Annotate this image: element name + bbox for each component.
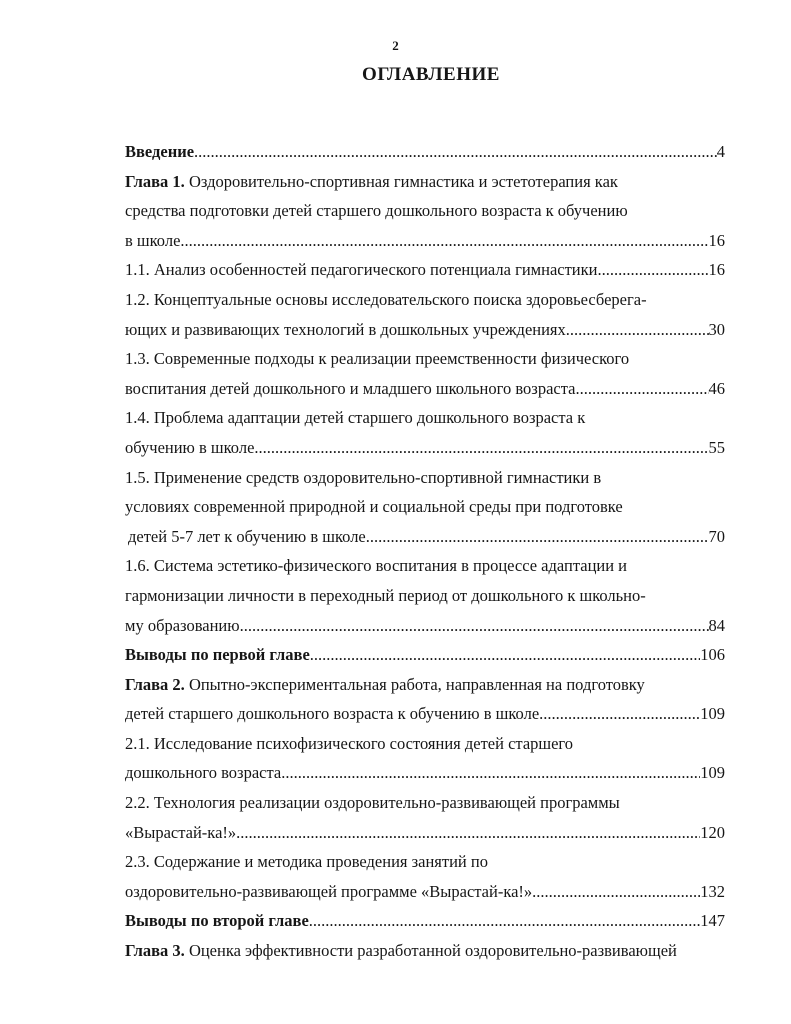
toc-page-number: 55 <box>708 437 725 457</box>
page-number: 2 <box>392 38 399 53</box>
toc-entry-text: средства подготовки детей старшего дошкольного возраста к обучению <box>125 201 628 221</box>
dot-leader <box>236 818 700 848</box>
toc-entry-text: оздоровительно-развивающей программе «Вырастай-ка!» <box>125 881 533 901</box>
dot-leader <box>194 137 717 167</box>
toc-page-number: 46 <box>708 378 725 398</box>
toc-entry-chapter-1-conclusions <box>125 640 725 670</box>
toc-page-number: 120 <box>700 822 725 842</box>
toc-entry-section-1-6 <box>125 551 725 581</box>
toc-entry-line <box>125 522 725 552</box>
toc-entry-section-1-4 <box>125 403 725 433</box>
toc-page-number: 30 <box>708 319 725 339</box>
toc-entry-line <box>125 699 725 729</box>
toc-entry-text: 1.1. Анализ особенностей педагогического потенциала гимнастики <box>125 260 598 280</box>
toc-entry-text: «Вырастай-ка!» <box>125 822 237 842</box>
toc-page-number: 16 <box>708 230 725 250</box>
toc-entry-line <box>125 758 725 788</box>
toc-entry-chapter-2 <box>125 670 725 700</box>
toc-entry-text: Оздоровительно-спортивная гимнастика и эстетотерапия как <box>184 171 618 191</box>
toc-entry-label: Глава 2. <box>125 674 185 694</box>
toc-page-number: 147 <box>700 911 725 931</box>
toc-entry-label: Выводы по второй главе <box>125 911 309 931</box>
toc-entry-label: Введение <box>125 142 195 161</box>
dot-leader <box>539 699 700 729</box>
page-title: ОГЛАВЛЕНИЕ <box>362 64 500 85</box>
toc-entry-line <box>125 433 725 463</box>
toc-entry-line <box>125 877 725 907</box>
toc-entry-text: 1.6. Система эстетико-физического воспитания в процессе адаптации и <box>125 556 628 576</box>
toc-entry-introduction <box>125 137 725 167</box>
dot-leader <box>281 758 700 788</box>
toc-page-number: 109 <box>700 763 725 783</box>
toc-page-number: 109 <box>700 704 725 724</box>
toc-page-number: 16 <box>708 260 725 280</box>
toc-entry-text: Оценка эффективности разработанной оздоровительно-развивающей <box>184 941 677 961</box>
dot-leader <box>575 374 708 404</box>
toc-entry-text: в школе <box>125 230 181 250</box>
toc-entry-text: 2.2. Технология реализации оздоровительно-развивающей программы <box>125 793 620 813</box>
toc-entry-text: 1.3. Современные подходы к реализации преемственности физического <box>125 349 630 369</box>
toc-page-number: 84 <box>708 615 725 635</box>
dot-leader <box>309 906 700 936</box>
toc-entry-line <box>125 492 725 522</box>
dot-leader <box>254 433 708 463</box>
toc-page-number: 132 <box>700 881 725 901</box>
toc-entry-section-2-2 <box>125 788 725 818</box>
toc-entry-line <box>125 581 725 611</box>
toc-entry-text: детей старшего дошкольного возраста к обучению в школе <box>125 704 540 724</box>
toc-page-number: 106 <box>700 645 725 665</box>
toc-entry-section-1-5 <box>125 463 725 493</box>
dot-leader <box>566 315 709 345</box>
dot-leader <box>366 522 709 552</box>
toc-entry-label: Выводы по первой главе <box>125 645 310 665</box>
dot-leader <box>597 255 708 285</box>
toc-entry-section-2-1 <box>125 729 725 759</box>
toc-entry-text: му образованию <box>125 615 240 635</box>
toc-entry-text: дошкольного возраста <box>125 763 282 783</box>
toc-entry-text: воспитания детей дошкольного и младшего школьного возраста <box>125 378 576 398</box>
toc-entry-line <box>125 196 725 226</box>
toc-entry-text: детей 5-7 лет к обучению в школе <box>128 526 366 546</box>
toc-entry-text: Опытно-экспериментальная работа, направленная на подготовку <box>184 674 645 694</box>
toc-entry-section-1-2 <box>125 285 725 315</box>
toc-entry-text: 1.4. Проблема адаптации детей старшего дошкольного возраста к <box>125 408 586 428</box>
toc-entry-text: 2.3. Содержание и методика проведения занятий по <box>125 852 488 872</box>
toc-entry-text: 2.1. Исследование психофизического состояния детей старшего <box>125 733 574 753</box>
table-of-contents <box>125 137 725 966</box>
toc-entry-label: Глава 1. <box>125 171 185 191</box>
toc-entry-text: условиях современной природной и социальной среды при подготовке <box>125 497 623 517</box>
toc-entry-section-1-1 <box>125 255 725 285</box>
dot-leader <box>310 640 700 670</box>
toc-entry-line <box>125 226 725 256</box>
toc-entry-section-1-3 <box>125 344 725 374</box>
toc-entry-line <box>125 611 725 641</box>
toc-page-number: 70 <box>708 526 725 546</box>
dot-leader <box>180 226 708 256</box>
toc-page-number: 4 <box>716 142 725 161</box>
toc-entry-label: Глава 3. <box>125 941 185 961</box>
toc-entry-line <box>125 818 725 848</box>
toc-entry-line <box>125 374 725 404</box>
toc-entry-text: 1.2. Концептуальные основы исследовательского поиска здоровьесберега- <box>125 289 647 309</box>
toc-entry-text: обучению в школе <box>125 437 255 457</box>
toc-entry-line <box>125 315 725 345</box>
toc-entry-section-2-3 <box>125 847 725 877</box>
toc-entry-text: гармонизации личности в переходный период от дошкольного к школьно- <box>125 585 646 605</box>
toc-entry-chapter-2-conclusions <box>125 906 725 936</box>
dot-leader <box>240 611 709 641</box>
toc-entry-text: 1.5. Применение средств оздоровительно-спортивной гимнастики в <box>125 467 602 487</box>
toc-entry-chapter-1 <box>125 167 725 197</box>
dot-leader <box>532 877 700 907</box>
toc-entry-chapter-3 <box>125 936 725 966</box>
toc-entry-text: ющих и развивающих технологий в дошкольных учреждениях <box>125 319 566 339</box>
